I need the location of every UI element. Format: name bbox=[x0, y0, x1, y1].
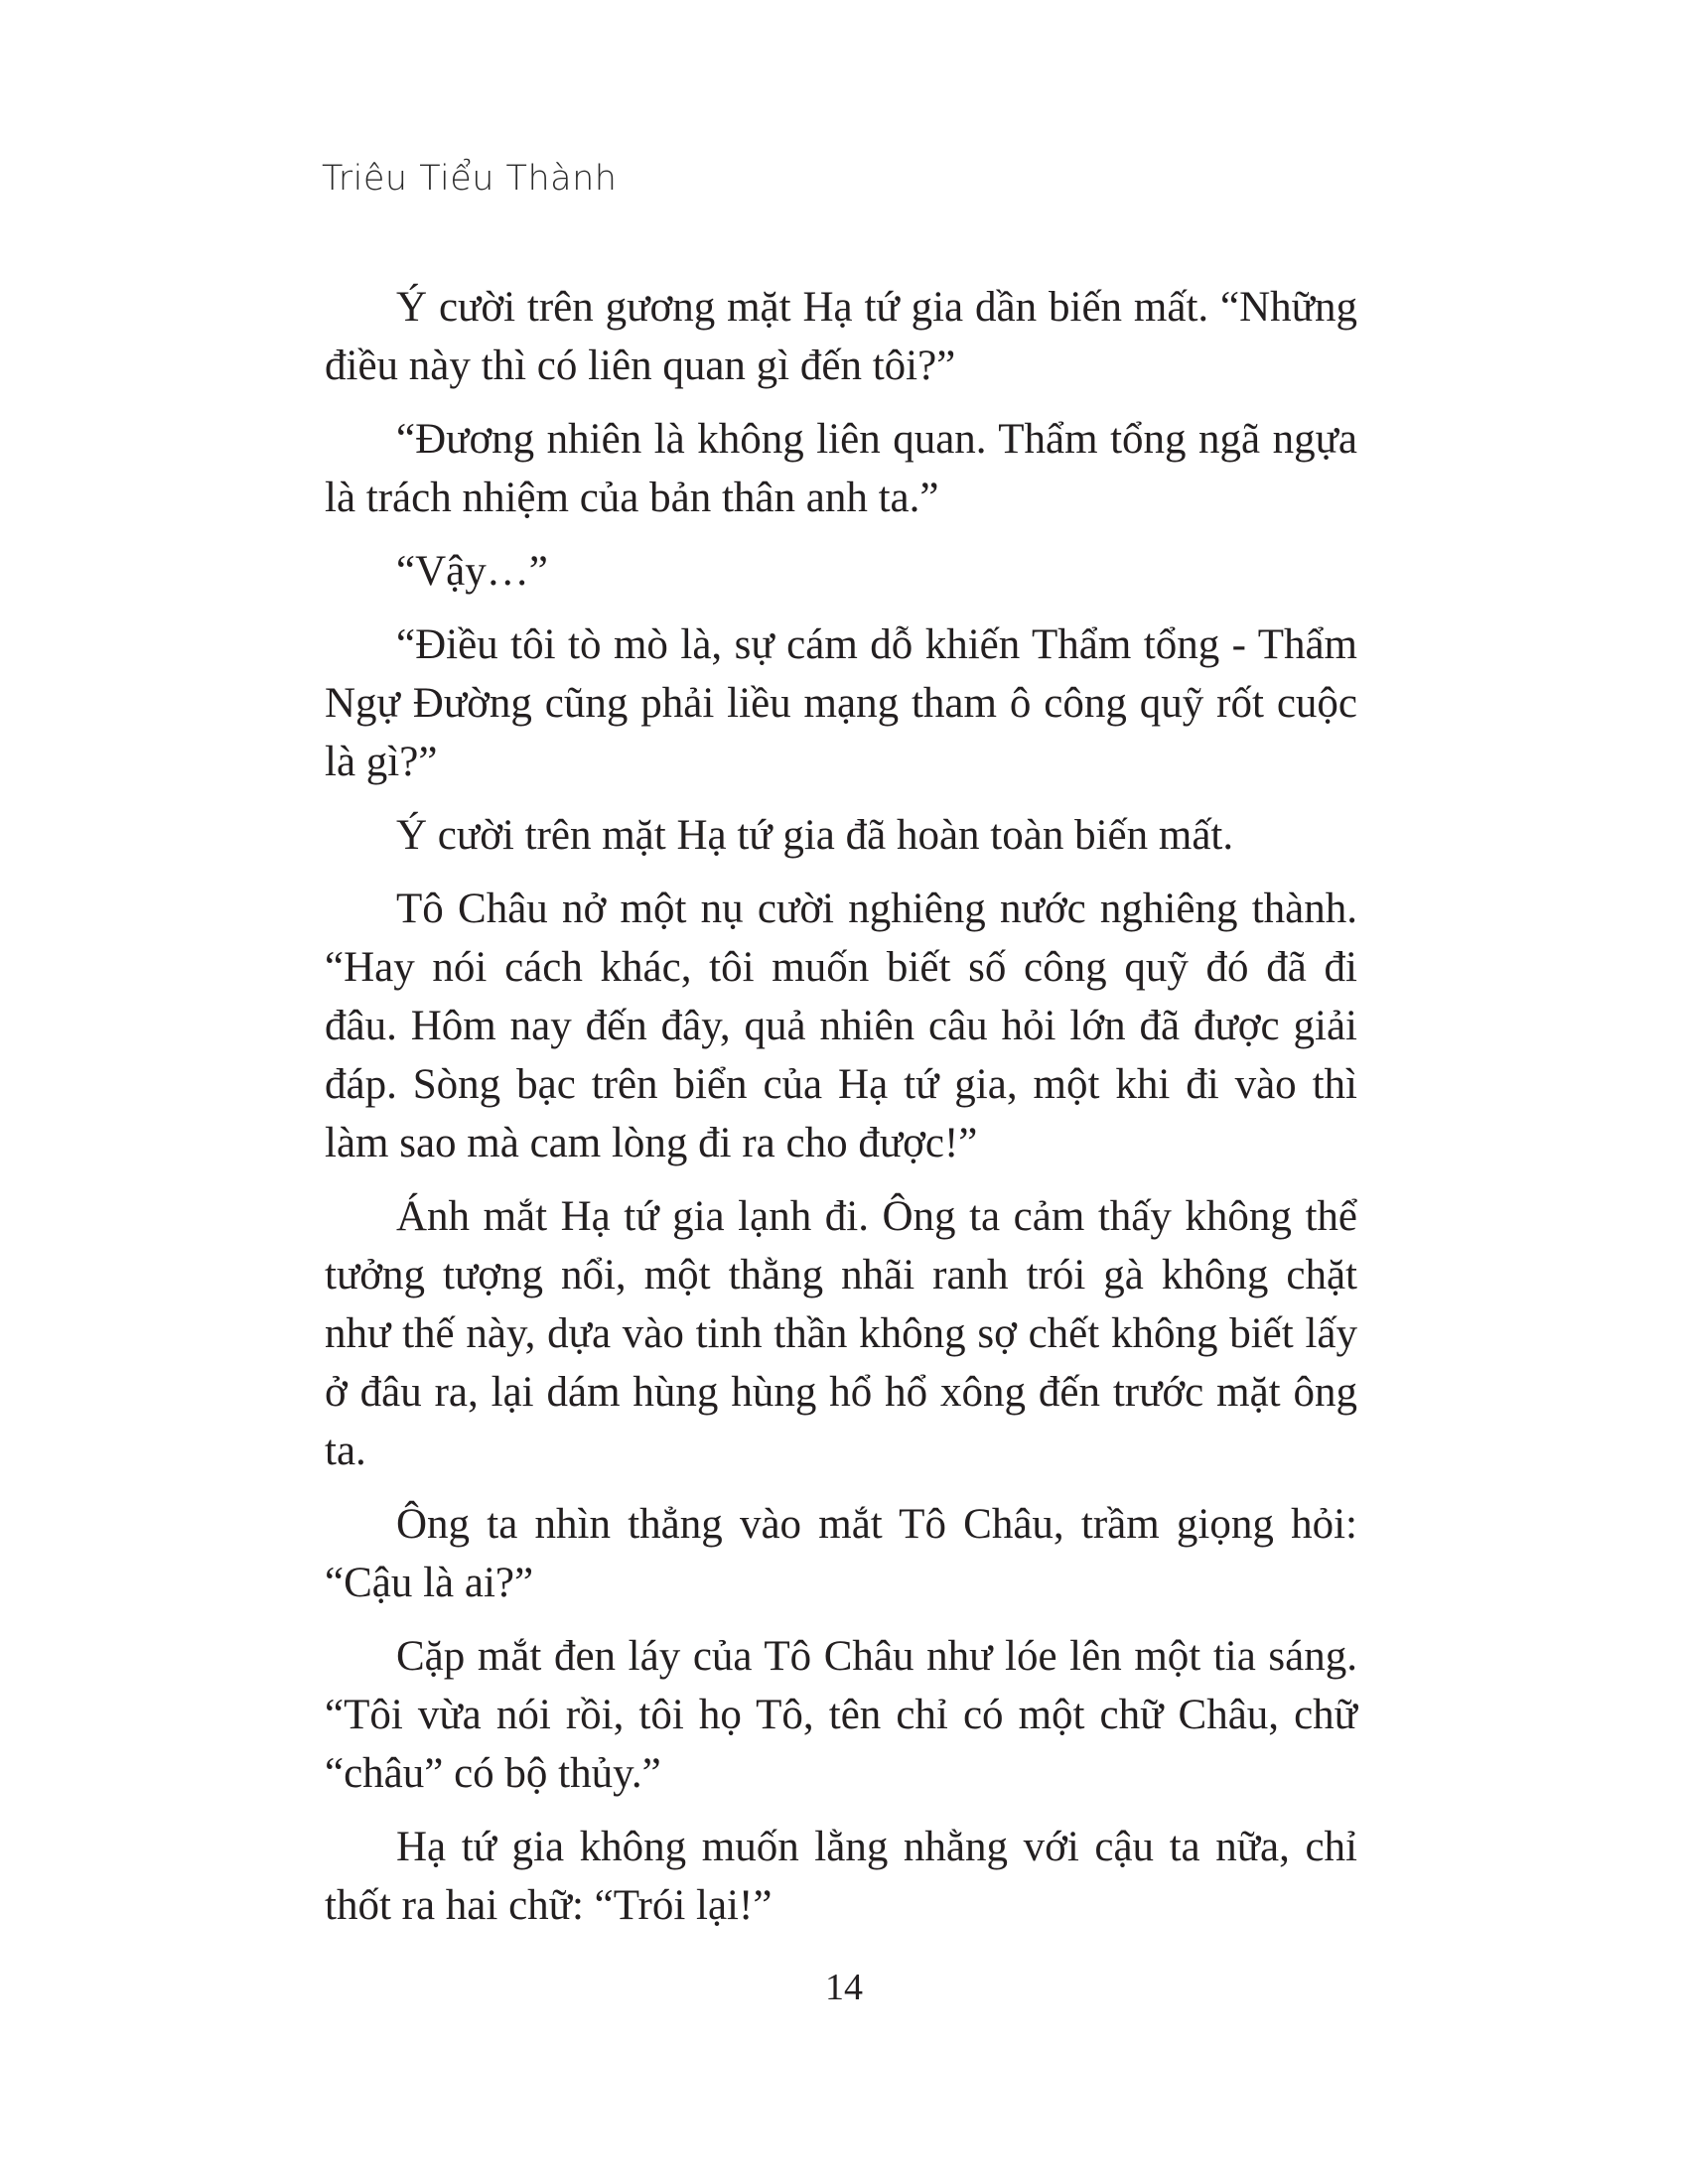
body-text bbox=[325, 278, 1357, 1950]
paragraph: Tô Châu nở một nụ cười nghiêng nước nghiêng thành. “Hay nói cách khác, tôi muốn biết số công quỹ đó đã đi đâu. Hôm nay đến đây, quả nhiên câu hỏi lớn đã được giải đáp. Sòng bạc trên biển của Hạ tứ gia, một khi đi vào thì làm sao mà cam lòng đi ra cho được!” bbox=[325, 886, 1357, 1166]
paragraph: Cặp mắt đen láy của Tô Châu như lóe lên một tia sáng. “Tôi vừa nói rồi, tôi họ Tô, tên chỉ có một chữ Châu, chữ “châu” có bộ thủy.” bbox=[325, 1633, 1357, 1797]
paragraph: “Đương nhiên là không liên quan. Thẩm tổng ngã ngựa là trách nhiệm của bản thân anh ta.” bbox=[325, 416, 1357, 521]
running-head-title: Triêu Tiểu Thành bbox=[322, 159, 618, 199]
paragraph: “Vậy…” bbox=[396, 548, 548, 595]
paragraph: Ánh mắt Hạ tứ gia lạnh đi. Ông ta cảm thấy không thể tưởng tượng nổi, một thằng nhãi ranh trói gà không chặt như thế này, dựa vào tinh thần không sợ chết không biết lấy ở đâu ra, lại dám hùng hùng hổ hổ xông đến trước mặt ông ta. bbox=[325, 1193, 1357, 1474]
page-number: 14 bbox=[825, 1967, 863, 2008]
paragraph: “Điều tôi tò mò là, sự cám dỗ khiến Thẩm tổng - Thẩm Ngự Đường cũng phải liều mạng tham ô công quỹ rốt cuộc là gì?” bbox=[325, 621, 1357, 785]
paragraph: Ý cười trên gương mặt Hạ tứ gia dần biến mất. “Những điều này thì có liên quan gì đến tôi?” bbox=[325, 284, 1357, 389]
paragraph: Hạ tứ gia không muốn lằng nhằng với cậu ta nữa, chỉ thốt ra hai chữ: “Trói lại!” bbox=[325, 1824, 1357, 1929]
paragraph: Ông ta nhìn thẳng vào mắt Tô Châu, trầm giọng hỏi: “Cậu là ai?” bbox=[325, 1501, 1357, 1606]
paragraph: Ý cười trên mặt Hạ tứ gia đã hoàn toàn biến mất. bbox=[396, 812, 1234, 859]
